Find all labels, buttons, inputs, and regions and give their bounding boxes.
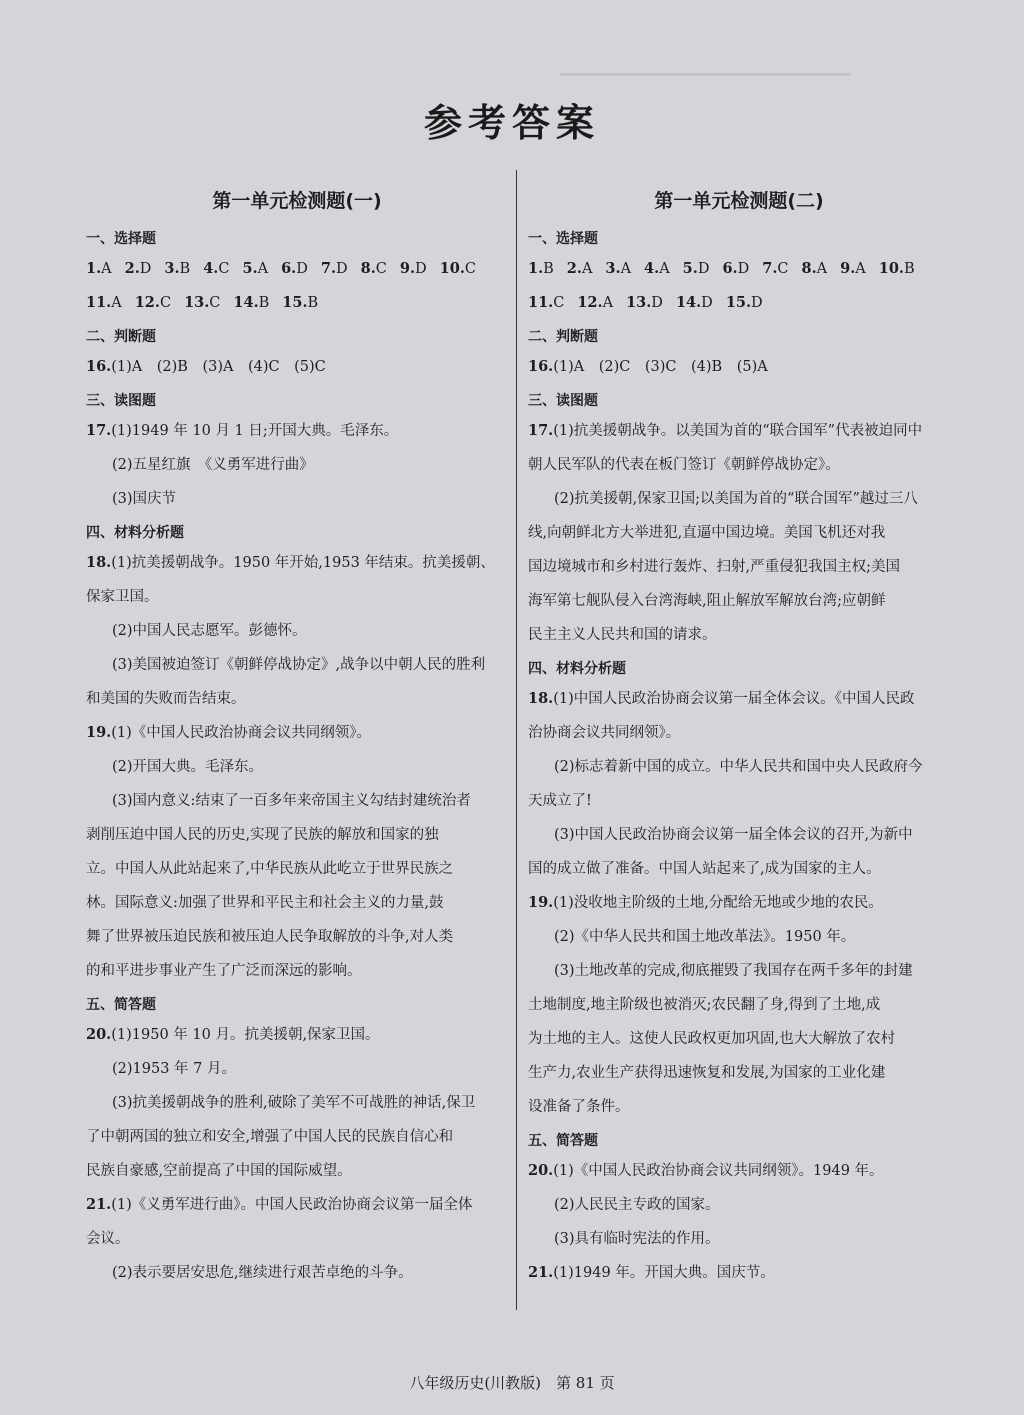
bleed-through-texture: ▁▁▁▁▁▁▁▁▁▁▁▁▁▁▁▁▁▁▁▁▁▁▁▁▁▁▁ bbox=[560, 60, 851, 76]
question-number: 10. bbox=[439, 260, 465, 277]
answer-16 bbox=[86, 356, 508, 378]
answer-line: (3)抗美援朝战争的胜利,破除了美军不可战胜的神话,保卫 bbox=[112, 1095, 476, 1111]
question-number: 15. bbox=[282, 294, 308, 311]
question-number: 7. bbox=[762, 260, 778, 277]
answer-letter: C bbox=[777, 261, 789, 277]
question-number: 14. bbox=[675, 294, 702, 311]
answer-line: 保家卫国。 bbox=[86, 589, 159, 605]
answer-letter: A bbox=[602, 295, 614, 311]
mc-answer bbox=[722, 261, 749, 277]
mc-answer bbox=[626, 295, 663, 311]
answer-line: 土地制度,地主阶级也被消灭;农民翻了身,得到了土地,成 bbox=[528, 997, 881, 1013]
answer-line: 天成立了! bbox=[528, 793, 592, 809]
answer-letter: A bbox=[620, 261, 632, 277]
mc-answer bbox=[676, 295, 713, 311]
question-number: 5. bbox=[682, 260, 698, 277]
answer-line: (3)土地改革的完成,彻底摧毁了我国存在两千多年的封建 bbox=[554, 963, 913, 979]
mc-answer bbox=[164, 261, 190, 277]
answer-line: (3)国内意义:结束了一百多年来帝国主义勾结封建统治者 bbox=[112, 793, 471, 809]
answer-line: 海军第七舰队侵入台湾海峡,阻止解放军解放台湾;应朝鲜 bbox=[528, 593, 886, 609]
answer-text: (1)《中国人民政治协商会议共同纲领》。1949 年。 bbox=[553, 1163, 884, 1179]
question-number: 19. bbox=[528, 894, 554, 911]
answer-line: 设准备了条件。 bbox=[528, 1099, 630, 1115]
answer-text: (1)1949 年。开国大典。国庆节。 bbox=[553, 1265, 775, 1281]
question-number: 5. bbox=[242, 260, 258, 277]
question-number: 13. bbox=[626, 294, 652, 311]
question-number: 7. bbox=[320, 260, 336, 277]
answer-line: 为土地的主人。这使人民政权更加巩固,也大大解放了农村 bbox=[528, 1031, 896, 1047]
question-number: 1. bbox=[86, 260, 102, 277]
answer-letter: A bbox=[257, 261, 269, 277]
mc-answer bbox=[528, 261, 554, 277]
heading-choice: 一、选择题 bbox=[528, 231, 598, 247]
answer-letter: D bbox=[415, 261, 427, 277]
answer-18 bbox=[528, 688, 950, 710]
question-number: 17. bbox=[86, 422, 112, 439]
question-number: 10. bbox=[878, 260, 904, 277]
answer-letter: A bbox=[111, 295, 122, 311]
mc-row bbox=[86, 292, 508, 314]
answer-letter: D bbox=[697, 261, 710, 277]
question-number: 20. bbox=[528, 1162, 554, 1179]
question-number: 2. bbox=[124, 260, 140, 277]
answer-line: (2)表示要居安思危,继续进行艰苦卓绝的斗争。 bbox=[112, 1265, 413, 1281]
answer-line: (3)具有临时宪法的作用。 bbox=[554, 1231, 720, 1247]
answer-letter: C bbox=[159, 295, 172, 311]
question-number: 8. bbox=[360, 260, 376, 277]
answer-19 bbox=[86, 722, 508, 744]
page-title: 参考答案 bbox=[423, 101, 600, 145]
mc-row bbox=[86, 258, 508, 280]
answer-letter: D bbox=[336, 261, 348, 277]
answer-letter: B bbox=[307, 295, 319, 311]
answer-line: (2)抗美援朝,保家卫国;以美国为首的“联合国军”越过三八 bbox=[554, 491, 918, 507]
answer-21 bbox=[86, 1194, 508, 1216]
answer-text: (1)没收地主阶级的土地,分配给无地或少地的农民。 bbox=[553, 895, 883, 911]
answer-letter: B bbox=[258, 295, 270, 311]
question-number: 21. bbox=[86, 1196, 112, 1213]
mc-row bbox=[528, 292, 950, 314]
mc-answer bbox=[801, 261, 827, 277]
question-number: 9. bbox=[840, 260, 856, 277]
answer-letter: D bbox=[701, 295, 713, 311]
answer-line: 立。中国人从此站起来了,中华民族从此屹立于世界民族之 bbox=[86, 861, 454, 877]
question-number: 11. bbox=[86, 294, 112, 311]
question-number: 3. bbox=[164, 260, 180, 277]
heading-material: 四、材料分析题 bbox=[528, 661, 626, 677]
question-number: 4. bbox=[644, 260, 660, 277]
mc-answer bbox=[879, 261, 915, 277]
answer-line: 线,向朝鲜北方大举进犯,直逼中国边境。美国飞机还对我 bbox=[528, 525, 886, 541]
answer-line: (2)五星红旗 《义勇军进行曲》 bbox=[112, 457, 314, 473]
answer-line: 舞了世界被压迫民族和被压迫人民争取解放的斗争,对人类 bbox=[86, 929, 454, 945]
question-number: 1. bbox=[528, 260, 544, 277]
answer-letter: C bbox=[375, 261, 387, 277]
answer-letter: A bbox=[816, 261, 828, 277]
answer-17 bbox=[86, 420, 508, 442]
right-column bbox=[528, 180, 950, 1296]
answer-line: 和美国的失败而告结束。 bbox=[86, 691, 246, 707]
answer-line: 林。国际意义:加强了世界和平民主和社会主义的力量,鼓 bbox=[86, 895, 444, 911]
answer-text: (1)A (2)C (3)C (4)B (5)A bbox=[553, 359, 768, 375]
mc-answer bbox=[233, 295, 269, 311]
answer-letter: C bbox=[218, 261, 230, 277]
question-number: 16. bbox=[528, 358, 554, 375]
question-number: 14. bbox=[233, 294, 259, 311]
answer-letter: B bbox=[903, 261, 915, 277]
heading-judge: 二、判断题 bbox=[86, 329, 156, 345]
answer-line: (2)开国大典。毛泽东。 bbox=[112, 759, 264, 775]
answer-17 bbox=[528, 420, 950, 442]
heading-material: 四、材料分析题 bbox=[86, 525, 184, 541]
question-number: 6. bbox=[722, 260, 738, 277]
mc-answer bbox=[567, 261, 593, 277]
answer-line: (2)《中华人民共和国土地改革法》。1950 年。 bbox=[554, 929, 856, 945]
mc-answer bbox=[282, 295, 318, 311]
answer-line: 的和平进步事业产生了广泛而深远的影响。 bbox=[86, 963, 362, 979]
answer-letter: C bbox=[553, 295, 565, 311]
question-number: 18. bbox=[86, 554, 112, 571]
answer-line: 生产力,农业生产获得迅速恢复和发展,为国家的工业化建 bbox=[528, 1065, 886, 1081]
heading-map: 三、读图题 bbox=[86, 393, 156, 409]
answer-line: (2)中国人民志愿军。彭德怀。 bbox=[112, 623, 307, 639]
mc-answer bbox=[577, 295, 613, 311]
mc-answer bbox=[184, 295, 220, 311]
section-title: 第一单元检测题(一) bbox=[212, 190, 382, 212]
answer-line: 会议。 bbox=[86, 1231, 130, 1247]
answer-letter: C bbox=[209, 295, 221, 311]
answer-text: (1)抗美援朝战争。1950 年开始,1953 年结束。抗美援朝、 bbox=[111, 555, 495, 571]
answer-letter: C bbox=[464, 261, 477, 277]
answer-16 bbox=[528, 356, 950, 378]
question-number: 19. bbox=[86, 724, 112, 741]
mc-answer bbox=[135, 295, 171, 311]
question-number: 11. bbox=[528, 294, 554, 311]
answer-line: 朝人民军队的代表在板门签订《朝鲜停战协定》。 bbox=[528, 457, 840, 473]
question-number: 8. bbox=[801, 260, 817, 277]
answer-line: (3)美国被迫签订《朝鲜停战协定》,战争以中朝人民的胜利 bbox=[112, 657, 486, 673]
answer-text: (1)《义勇军进行曲》。中国人民政治协商会议第一届全体 bbox=[111, 1197, 473, 1213]
question-number: 6. bbox=[281, 260, 297, 277]
answer-19 bbox=[528, 892, 950, 914]
heading-map: 三、读图题 bbox=[528, 393, 598, 409]
answer-20 bbox=[86, 1024, 508, 1046]
heading-choice: 一、选择题 bbox=[86, 231, 156, 247]
question-number: 15. bbox=[725, 294, 752, 311]
question-number: 21. bbox=[528, 1264, 554, 1281]
question-number: 4. bbox=[203, 260, 219, 277]
answer-line: 民族自豪感,空前提高了中国的国际威望。 bbox=[86, 1163, 352, 1179]
column-divider bbox=[516, 170, 517, 1310]
answer-letter: D bbox=[651, 295, 663, 311]
mc-answer bbox=[321, 261, 348, 277]
answer-text: (1)抗美援朝战争。以美国为首的“联合国军”代表被迫同中 bbox=[553, 423, 923, 439]
answer-text: (1)A (2)B (3)A (4)C (5)C bbox=[111, 359, 326, 375]
question-number: 2. bbox=[566, 260, 582, 277]
answer-letter: A bbox=[855, 261, 866, 277]
answer-line: (3)中国人民政治协商会议第一届全体会议的召开,为新中 bbox=[554, 827, 913, 843]
heading-judge: 二、判断题 bbox=[528, 329, 598, 345]
mc-answer bbox=[361, 261, 387, 277]
mc-answer bbox=[644, 261, 670, 277]
mc-answer bbox=[281, 261, 308, 277]
mc-answer bbox=[528, 295, 564, 311]
answer-line: 国边境城市和乡村进行轰炸、扫射,严重侵犯我国主权;美国 bbox=[528, 559, 900, 575]
question-number: 12. bbox=[577, 294, 603, 311]
answer-line: (2)1953 年 7 月。 bbox=[112, 1061, 236, 1077]
answer-line: (2)人民民主专政的国家。 bbox=[554, 1197, 720, 1213]
heading-short: 五、简答题 bbox=[528, 1133, 598, 1149]
answer-letter: A bbox=[659, 261, 670, 277]
question-number: 16. bbox=[86, 358, 112, 375]
answer-text: (1)《中国人民政治协商会议共同纲领》。 bbox=[111, 725, 372, 741]
answer-letter: B bbox=[543, 261, 554, 277]
question-number: 3. bbox=[605, 260, 621, 277]
question-number: 9. bbox=[399, 260, 416, 277]
mc-answer bbox=[726, 295, 763, 311]
answer-18 bbox=[86, 552, 508, 574]
answer-letter: D bbox=[737, 261, 750, 277]
answer-line: (2)标志着新中国的成立。中华人民共和国中央人民政府今 bbox=[554, 759, 923, 775]
answer-line: 民主主义人民共和国的请求。 bbox=[528, 627, 717, 643]
answer-line: 剥削压迫中国人民的历史,实现了民族的解放和国家的独 bbox=[86, 827, 439, 843]
answer-letter: A bbox=[581, 261, 593, 277]
mc-answer bbox=[683, 261, 710, 277]
answer-line: (3)国庆节 bbox=[112, 491, 177, 507]
mc-answer bbox=[840, 261, 866, 277]
mc-answer bbox=[762, 261, 788, 277]
answer-line: 国的成立做了准备。中国人站起来了,成为国家的主人。 bbox=[528, 861, 881, 877]
answer-letter: A bbox=[101, 261, 112, 277]
question-number: 17. bbox=[528, 422, 554, 439]
mc-answer bbox=[605, 261, 631, 277]
answer-21 bbox=[528, 1262, 950, 1284]
answer-20 bbox=[528, 1160, 950, 1182]
mc-answer bbox=[86, 295, 122, 311]
page-footer: 八年级历史(川教版) 第 81 页 bbox=[409, 1374, 615, 1392]
question-number: 20. bbox=[86, 1026, 112, 1043]
answer-line: 治协商会议共同纲领》。 bbox=[528, 725, 681, 741]
mc-answer bbox=[86, 261, 112, 277]
question-number: 12. bbox=[134, 294, 160, 311]
question-number: 18. bbox=[528, 690, 554, 707]
mc-answer bbox=[400, 261, 427, 277]
answer-letter: B bbox=[179, 261, 191, 277]
answer-line: 了中朝两国的独立和安全,增强了中国人民的民族自信心和 bbox=[86, 1129, 454, 1145]
mc-answer bbox=[203, 261, 229, 277]
answer-letter: D bbox=[751, 295, 763, 311]
section-title: 第一单元检测题(二) bbox=[654, 190, 824, 212]
answer-text: (1)1949 年 10 月 1 日;开国大典。毛泽东。 bbox=[111, 423, 399, 439]
answer-text: (1)中国人民政治协商会议第一届全体会议。《中国人民政 bbox=[553, 691, 915, 707]
answer-letter: D bbox=[296, 261, 308, 277]
left-column bbox=[86, 180, 508, 1296]
mc-answer bbox=[242, 261, 268, 277]
question-number: 13. bbox=[184, 294, 210, 311]
answer-text: (1)1950 年 10 月。抗美援朝,保家卫国。 bbox=[111, 1027, 380, 1043]
mc-answer bbox=[440, 261, 476, 277]
mc-answer bbox=[125, 261, 152, 277]
mc-row bbox=[528, 258, 950, 280]
answer-letter: D bbox=[139, 261, 152, 277]
heading-short: 五、简答题 bbox=[86, 997, 156, 1013]
